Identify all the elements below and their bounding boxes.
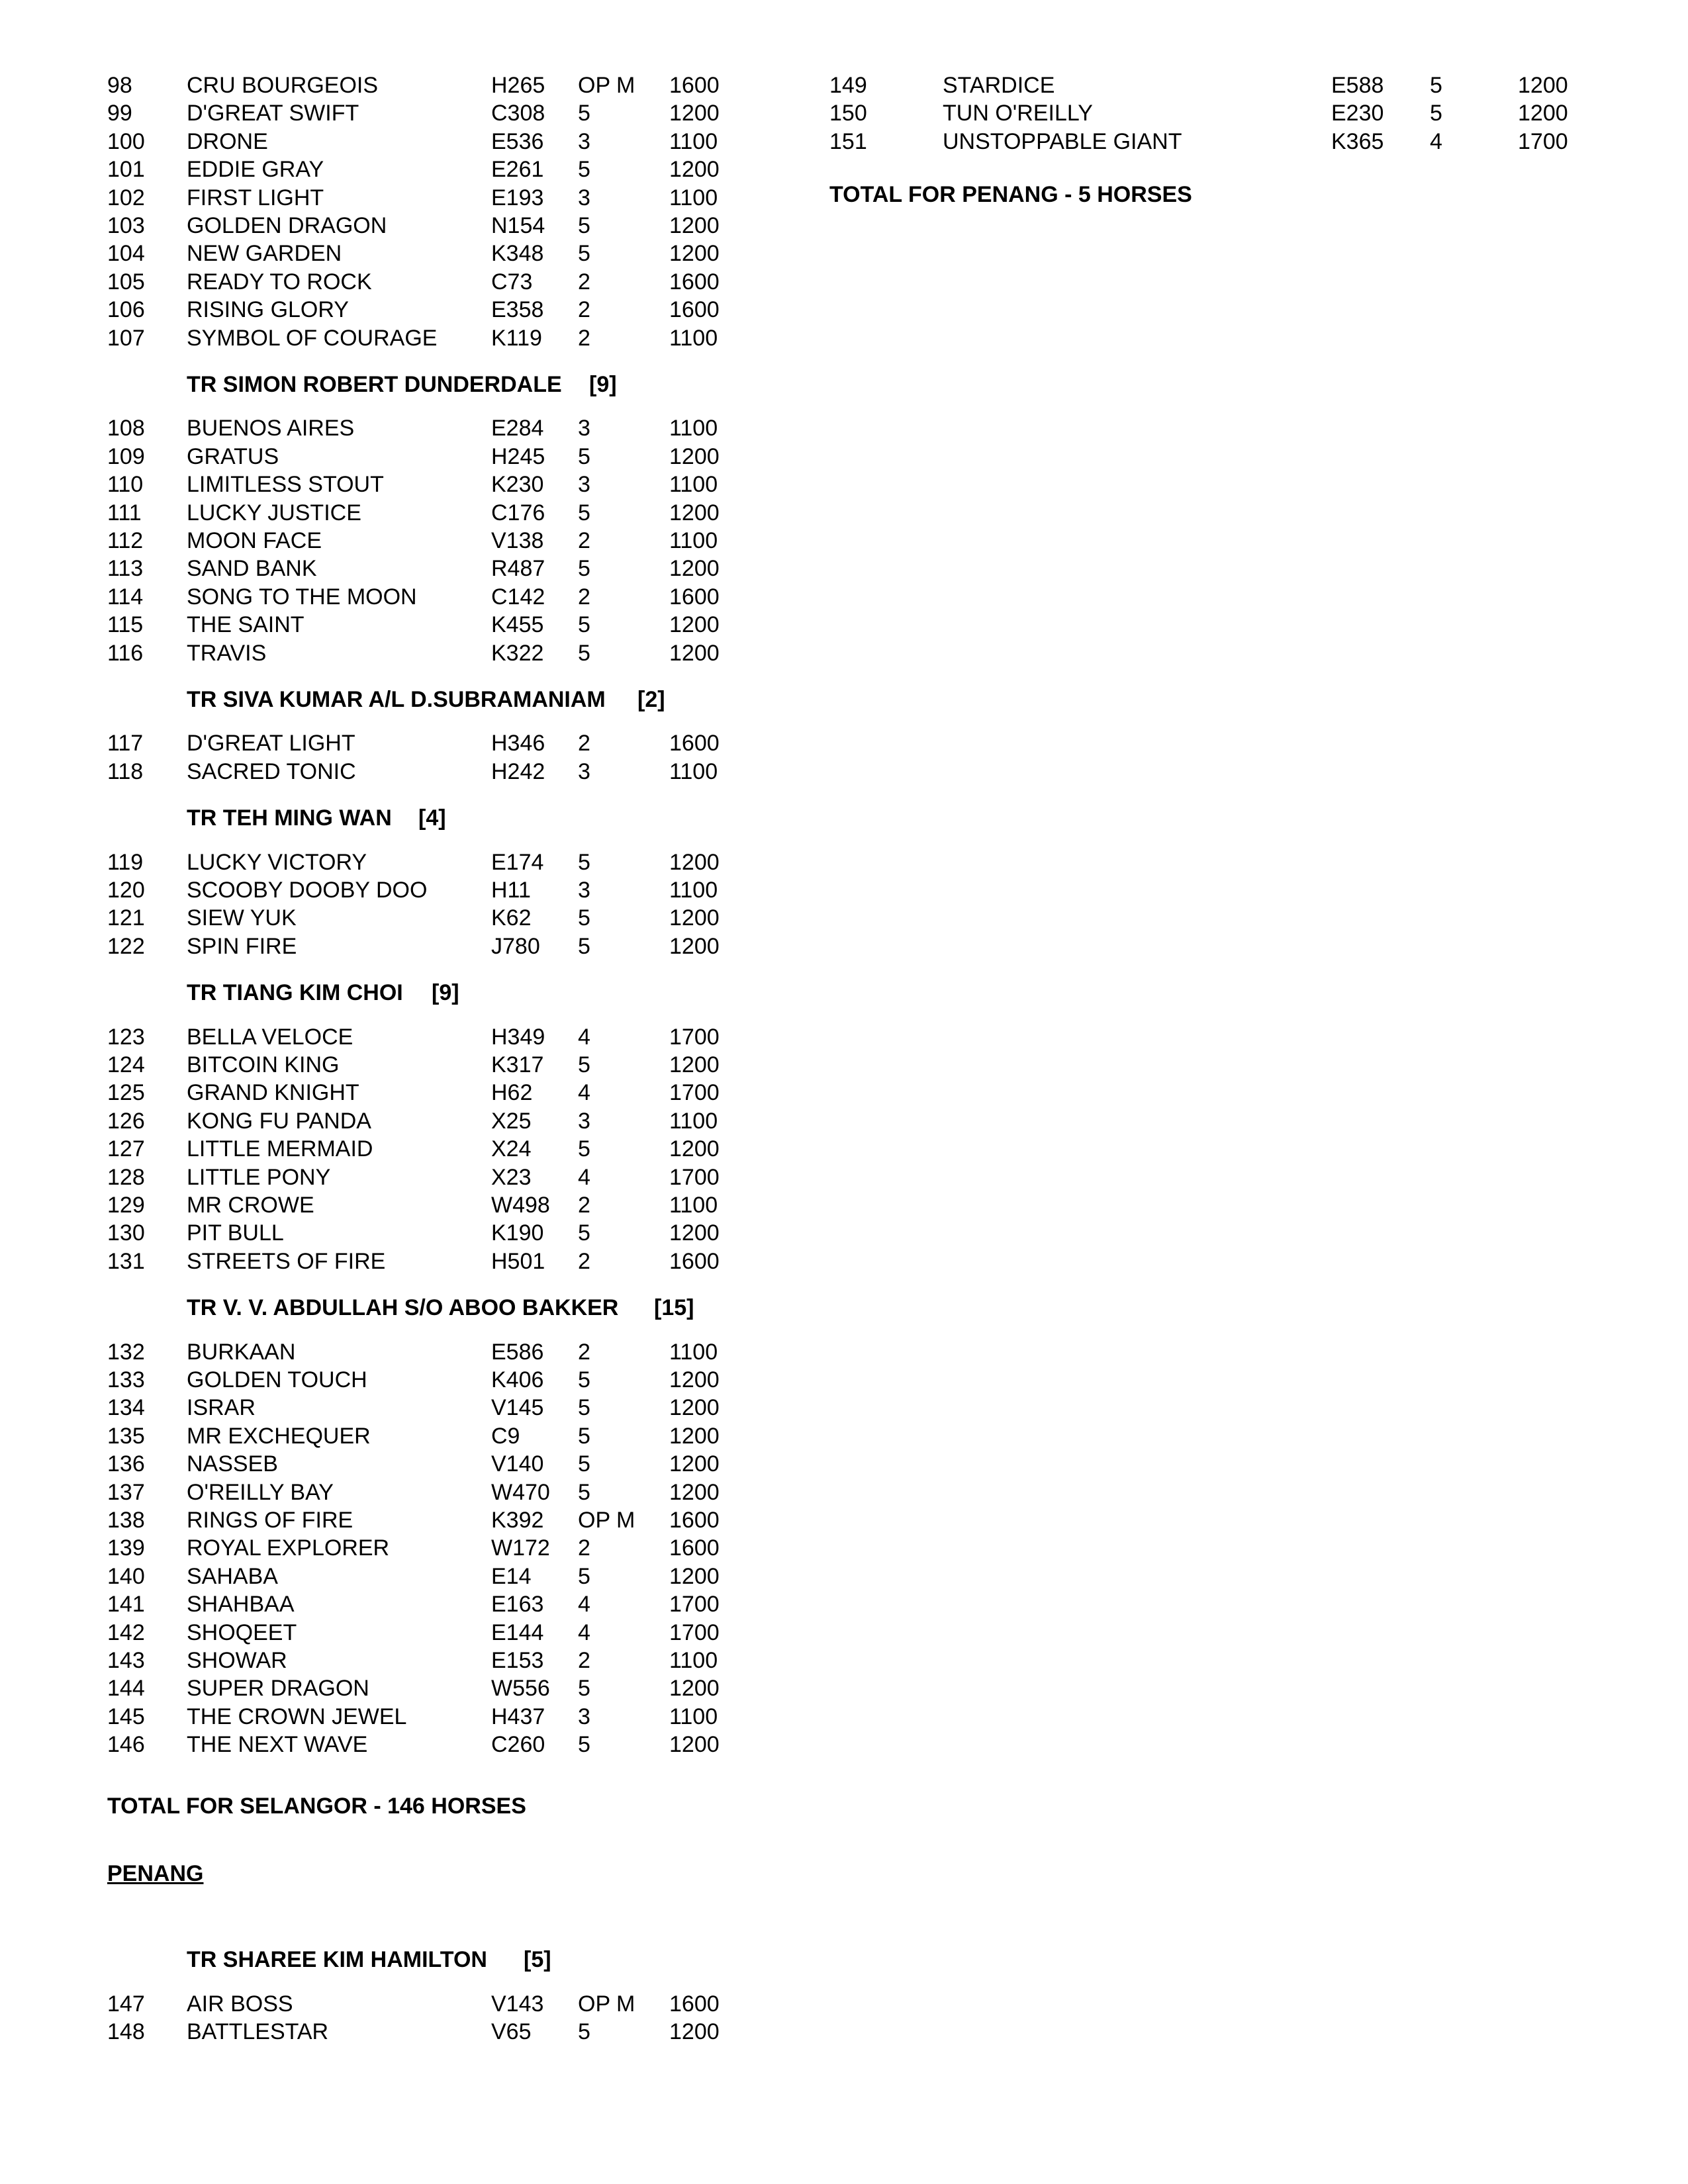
horse-name: STREETS OF FIRE — [187, 1248, 386, 1274]
race-distance: 1200 — [669, 1563, 720, 1589]
horse-name: ISRAR — [187, 1395, 256, 1421]
horse-code: H346 — [491, 731, 545, 756]
horse-name: THE CROWN JEWEL — [187, 1704, 407, 1729]
horse-rating: 3 — [578, 416, 590, 441]
race-distance: 1600 — [669, 73, 720, 98]
entry-number: 104 — [107, 241, 145, 267]
horse-code: J780 — [491, 933, 540, 959]
horse-rating: 5 — [578, 1423, 590, 1449]
entry-number: 146 — [107, 1732, 145, 1758]
horse-code: V138 — [491, 528, 544, 553]
race-distance: 1700 — [669, 1619, 720, 1645]
race-distance: 1200 — [669, 1479, 720, 1505]
horse-name: D'GREAT LIGHT — [187, 731, 355, 756]
race-distance: 1200 — [669, 241, 720, 267]
horse-rating: 5 — [578, 500, 590, 525]
entry-number: 109 — [107, 443, 145, 469]
entry-number: 100 — [107, 128, 145, 154]
horse-code: E536 — [491, 128, 544, 154]
horse-rating: 4 — [578, 1592, 590, 1617]
race-distance: 1200 — [669, 1367, 720, 1392]
horse-rating: 2 — [578, 1248, 590, 1274]
horse-rating: 5 — [578, 1220, 590, 1246]
race-distance: 1600 — [669, 1535, 720, 1561]
race-distance: 1600 — [669, 731, 720, 756]
horse-code: W556 — [491, 1676, 550, 1702]
horse-code: C260 — [491, 1732, 545, 1758]
horse-code: H501 — [491, 1248, 545, 1274]
horse-rating: 5 — [578, 241, 590, 267]
horse-code: X23 — [491, 1164, 532, 1190]
horse-rating: 2 — [578, 1193, 590, 1218]
entry-number: 116 — [107, 640, 144, 666]
horse-name: ROYAL EXPLORER — [187, 1535, 390, 1561]
horse-name: NASSEB — [187, 1451, 278, 1477]
entry-number: 140 — [107, 1563, 145, 1589]
horse-name: SUPER DRAGON — [187, 1676, 369, 1702]
entry-number: 147 — [107, 1991, 145, 2017]
horse-name: AIR BOSS — [187, 1991, 293, 2017]
horse-name: THE NEXT WAVE — [187, 1732, 368, 1758]
horse-rating: 5 — [578, 157, 590, 183]
horse-name: LITTLE MERMAID — [187, 1136, 373, 1162]
entry-number: 150 — [829, 101, 867, 126]
horse-rating: OP M — [578, 1508, 635, 1533]
horse-code: H349 — [491, 1024, 545, 1050]
entry-number: 118 — [107, 758, 144, 784]
horse-rating: 5 — [578, 213, 590, 238]
entry-number: 127 — [107, 1136, 145, 1162]
race-distance: 1200 — [669, 1676, 720, 1702]
race-distance: 1100 — [669, 185, 718, 210]
horse-code: C308 — [491, 101, 545, 126]
race-distance: 1600 — [669, 297, 720, 323]
race-distance: 1600 — [669, 1991, 720, 2017]
horse-name: LITTLE PONY — [187, 1164, 331, 1190]
horse-name: SAHABA — [187, 1563, 278, 1589]
horse-name: BUENOS AIRES — [187, 416, 355, 441]
horse-name: THE SAINT — [187, 612, 305, 638]
race-distance: 1600 — [669, 269, 720, 295]
entry-number: 120 — [107, 878, 145, 903]
horse-name: GOLDEN TOUCH — [187, 1367, 367, 1392]
entry-number: 138 — [107, 1508, 145, 1533]
race-distance: 1100 — [669, 472, 718, 498]
horse-name: SYMBOL OF COURAGE — [187, 325, 438, 351]
horse-name: GRAND KNIGHT — [187, 1080, 359, 1106]
horse-rating: 5 — [578, 849, 590, 875]
trainer-name: TR V. V. ABDULLAH S/O ABOO BAKKER — [187, 1295, 619, 1321]
horse-name: SHOQEET — [187, 1619, 297, 1645]
entry-number: 137 — [107, 1479, 145, 1505]
race-distance: 1200 — [669, 556, 720, 582]
horse-name: BATTLESTAR — [187, 2019, 329, 2045]
entry-number: 144 — [107, 1676, 145, 1702]
entry-number: 115 — [107, 612, 144, 638]
horse-name: LUCKY JUSTICE — [187, 500, 361, 525]
horse-rating: 5 — [578, 443, 590, 469]
race-distance: 1200 — [669, 213, 720, 238]
race-distance: 1200 — [669, 640, 720, 666]
race-distance: 1200 — [669, 2019, 720, 2045]
horse-rating: 4 — [578, 1080, 590, 1106]
horse-code: H62 — [491, 1080, 533, 1106]
entry-number: 110 — [107, 472, 144, 498]
entry-number: 145 — [107, 1704, 145, 1729]
horse-name: BURKAAN — [187, 1339, 296, 1365]
horse-code: K119 — [491, 325, 542, 351]
race-distance: 1100 — [669, 1704, 718, 1729]
entry-number: 133 — [107, 1367, 145, 1392]
horse-name: SHOWAR — [187, 1648, 287, 1673]
race-distance: 1100 — [669, 1108, 718, 1134]
region-heading: PENANG — [107, 1861, 204, 1886]
race-distance: 1100 — [669, 416, 718, 441]
race-distance: 1700 — [669, 1592, 720, 1617]
trainer-horse-count: [9] — [589, 372, 617, 397]
horse-rating: 5 — [578, 933, 590, 959]
trainer-name: TR TIANG KIM CHOI — [187, 980, 403, 1006]
horse-code: W172 — [491, 1535, 550, 1561]
entry-number: 111 — [107, 500, 142, 525]
horse-name: LIMITLESS STOUT — [187, 472, 384, 498]
trainer-name: TR TEH MING WAN — [187, 805, 392, 831]
horse-rating: 3 — [578, 472, 590, 498]
race-distance: 1200 — [669, 612, 720, 638]
trainer-name: TR SHAREE KIM HAMILTON — [187, 1947, 487, 1973]
race-distance: 1200 — [1518, 73, 1568, 98]
horse-rating: 4 — [1430, 128, 1442, 154]
entry-number: 131 — [107, 1248, 145, 1274]
horse-code: K322 — [491, 640, 544, 666]
race-distance: 1600 — [669, 1508, 720, 1533]
trainer-horse-count: [15] — [654, 1295, 694, 1321]
horse-name: UNSTOPPABLE GIANT — [943, 128, 1182, 154]
horse-rating: 2 — [578, 1648, 590, 1673]
trainer-name: TR SIMON ROBERT DUNDERDALE — [187, 372, 562, 397]
horse-code: H242 — [491, 758, 545, 784]
horse-name: SPIN FIRE — [187, 933, 297, 959]
horse-code: V140 — [491, 1451, 544, 1477]
entry-number: 114 — [107, 584, 144, 610]
horse-code: E174 — [491, 849, 544, 875]
horse-code: E14 — [491, 1563, 532, 1589]
race-distance: 1600 — [669, 584, 720, 610]
race-distance: 1200 — [669, 1732, 720, 1758]
horse-name: LUCKY VICTORY — [187, 849, 367, 875]
entry-number: 117 — [107, 731, 144, 756]
horse-code: K392 — [491, 1508, 544, 1533]
horse-name: MR EXCHEQUER — [187, 1423, 371, 1449]
horse-code: K62 — [491, 905, 532, 931]
entry-number: 142 — [107, 1619, 145, 1645]
entry-number: 134 — [107, 1395, 145, 1421]
race-distance: 1100 — [669, 758, 718, 784]
horse-name: RISING GLORY — [187, 297, 349, 323]
entry-number: 99 — [107, 101, 132, 126]
entry-number: 139 — [107, 1535, 145, 1561]
horse-code: W498 — [491, 1193, 550, 1218]
horse-name: KONG FU PANDA — [187, 1108, 371, 1134]
horse-rating: 2 — [578, 1535, 590, 1561]
horse-rating: 3 — [578, 1704, 590, 1729]
entry-number: 112 — [107, 528, 144, 553]
horse-rating: 4 — [578, 1164, 590, 1190]
horse-code: K230 — [491, 472, 544, 498]
horse-rating: 2 — [578, 1339, 590, 1365]
horse-code: C142 — [491, 584, 545, 610]
horse-code: V65 — [491, 2019, 532, 2045]
horse-code: E261 — [491, 157, 544, 183]
entry-number: 125 — [107, 1080, 145, 1106]
horse-rating: 5 — [578, 2019, 590, 2045]
race-distance: 1100 — [669, 1648, 718, 1673]
horse-name: BELLA VELOCE — [187, 1024, 353, 1050]
horse-rating: 3 — [578, 1108, 590, 1134]
race-distance: 1200 — [669, 443, 720, 469]
horse-code: K406 — [491, 1367, 544, 1392]
entry-number: 123 — [107, 1024, 145, 1050]
race-distance: 1700 — [1518, 128, 1568, 154]
horse-code: K365 — [1331, 128, 1384, 154]
race-distance: 1700 — [669, 1024, 720, 1050]
horse-code: C73 — [491, 269, 533, 295]
entry-number: 122 — [107, 933, 145, 959]
horse-rating: 5 — [1430, 101, 1442, 126]
entry-number: 143 — [107, 1648, 145, 1673]
race-distance: 1200 — [669, 101, 720, 126]
entry-number: 113 — [107, 556, 144, 582]
horse-rating: 2 — [578, 528, 590, 553]
entry-number: 107 — [107, 325, 145, 351]
race-distance: 1200 — [669, 1451, 720, 1477]
horse-rating: 5 — [578, 1395, 590, 1421]
horse-code: E284 — [491, 416, 544, 441]
entry-number: 103 — [107, 213, 145, 238]
race-distance: 1100 — [669, 528, 718, 553]
entry-number: 148 — [107, 2019, 145, 2045]
race-distance: 1200 — [669, 849, 720, 875]
horse-rating: 5 — [578, 556, 590, 582]
horse-name: SAND BANK — [187, 556, 317, 582]
race-distance: 1200 — [1518, 101, 1568, 126]
horse-code: K348 — [491, 241, 544, 267]
race-distance: 1100 — [669, 1193, 718, 1218]
entry-number: 129 — [107, 1193, 145, 1218]
entry-number: 126 — [107, 1108, 145, 1134]
horse-code: H265 — [491, 73, 545, 98]
race-distance: 1200 — [669, 933, 720, 959]
horse-code: C9 — [491, 1423, 520, 1449]
horse-name: GRATUS — [187, 443, 279, 469]
horse-code: X24 — [491, 1136, 532, 1162]
entry-number: 98 — [107, 73, 132, 98]
race-distance: 1200 — [669, 1220, 720, 1246]
horse-rating: 5 — [578, 612, 590, 638]
horse-code: E358 — [491, 297, 544, 323]
entry-number: 106 — [107, 297, 145, 323]
entry-number: 136 — [107, 1451, 145, 1477]
horse-rating: 5 — [578, 1479, 590, 1505]
horse-name: O'REILLY BAY — [187, 1479, 334, 1505]
horse-name: TRAVIS — [187, 640, 267, 666]
race-distance: 1700 — [669, 1080, 720, 1106]
horse-code: H437 — [491, 1704, 545, 1729]
trainer-horse-count: [9] — [432, 980, 459, 1006]
entry-number: 132 — [107, 1339, 145, 1365]
race-distance: 1600 — [669, 1248, 720, 1274]
horse-name: STARDICE — [943, 73, 1055, 98]
horse-rating: 5 — [578, 1563, 590, 1589]
entry-number: 130 — [107, 1220, 145, 1246]
race-distance: 1200 — [669, 1052, 720, 1077]
horse-name: GOLDEN DRAGON — [187, 213, 387, 238]
entry-number: 151 — [829, 128, 867, 154]
horse-name: READY TO ROCK — [187, 269, 372, 295]
horse-rating: 5 — [578, 1052, 590, 1077]
horse-rating: 4 — [578, 1619, 590, 1645]
trainer-horse-count: [2] — [637, 687, 665, 712]
horse-code: E144 — [491, 1619, 544, 1645]
horse-code: K190 — [491, 1220, 544, 1246]
race-distance: 1700 — [669, 1164, 720, 1190]
entry-number: 105 — [107, 269, 145, 295]
race-distance: 1200 — [669, 157, 720, 183]
horse-code: R487 — [491, 556, 545, 582]
horse-rating: 5 — [578, 101, 590, 126]
horse-rating: 5 — [578, 1451, 590, 1477]
horse-name: PIT BULL — [187, 1220, 284, 1246]
trainer-horse-count: [5] — [524, 1947, 551, 1973]
entry-number: 128 — [107, 1164, 145, 1190]
horse-name: TUN O'REILLY — [943, 101, 1093, 126]
horse-code: W470 — [491, 1479, 550, 1505]
entry-number: 135 — [107, 1423, 145, 1449]
horse-name: FIRST LIGHT — [187, 185, 324, 210]
horse-name: SACRED TONIC — [187, 758, 356, 784]
horse-name: SONG TO THE MOON — [187, 584, 417, 610]
horse-rating: 2 — [578, 269, 590, 295]
entry-number: 119 — [107, 849, 144, 875]
trainer-horse-count: [4] — [418, 805, 446, 831]
horse-code: K455 — [491, 612, 544, 638]
horse-name: EDDIE GRAY — [187, 157, 324, 183]
horse-rating: 2 — [578, 297, 590, 323]
horse-rating: 5 — [578, 1676, 590, 1702]
race-distance: 1100 — [669, 325, 718, 351]
horse-rating: 2 — [578, 584, 590, 610]
horse-code: E586 — [491, 1339, 544, 1365]
horse-rating: 5 — [578, 1732, 590, 1758]
horse-rating: 3 — [578, 128, 590, 154]
horse-code: N154 — [491, 213, 545, 238]
horse-name: RINGS OF FIRE — [187, 1508, 353, 1533]
horse-name: SIEW YUK — [187, 905, 297, 931]
race-distance: 1100 — [669, 878, 718, 903]
horse-code: H245 — [491, 443, 545, 469]
horse-rating: 5 — [578, 640, 590, 666]
horse-name: SHAHBAA — [187, 1592, 295, 1617]
horse-rating: 4 — [578, 1024, 590, 1050]
section-total: TOTAL FOR PENANG - 5 HORSES — [829, 182, 1192, 208]
horse-rating: 5 — [578, 905, 590, 931]
horse-rating: 2 — [578, 325, 590, 351]
horse-name: D'GREAT SWIFT — [187, 101, 359, 126]
horse-rating: 3 — [578, 185, 590, 210]
entry-number: 101 — [107, 157, 145, 183]
race-distance: 1200 — [669, 500, 720, 525]
horse-code: H11 — [491, 878, 531, 903]
horse-code: E193 — [491, 185, 544, 210]
horse-code: V143 — [491, 1991, 544, 2017]
horse-code: E230 — [1331, 101, 1384, 126]
horse-code: C176 — [491, 500, 545, 525]
entry-number: 108 — [107, 416, 145, 441]
horse-name: BITCOIN KING — [187, 1052, 340, 1077]
horse-rating: OP M — [578, 73, 635, 98]
horse-rating: 2 — [578, 731, 590, 756]
entry-number: 121 — [107, 905, 145, 931]
race-distance: 1200 — [669, 1423, 720, 1449]
horse-rating: 5 — [1430, 73, 1442, 98]
horse-rating: 3 — [578, 878, 590, 903]
entry-number: 141 — [107, 1592, 145, 1617]
horse-name: DRONE — [187, 128, 268, 154]
horse-code: X25 — [491, 1108, 532, 1134]
horse-code: E163 — [491, 1592, 544, 1617]
horse-rating: OP M — [578, 1991, 635, 2017]
section-total: TOTAL FOR SELANGOR - 146 HORSES — [107, 1793, 526, 1819]
horse-code: E588 — [1331, 73, 1384, 98]
horse-name: MOON FACE — [187, 528, 322, 553]
entry-number: 102 — [107, 185, 145, 210]
race-distance: 1200 — [669, 1395, 720, 1421]
horse-name: NEW GARDEN — [187, 241, 342, 267]
horse-rating: 3 — [578, 758, 590, 784]
race-distance: 1100 — [669, 128, 718, 154]
horse-name: MR CROWE — [187, 1193, 314, 1218]
race-distance: 1200 — [669, 905, 720, 931]
entry-number: 149 — [829, 73, 867, 98]
race-distance: 1200 — [669, 1136, 720, 1162]
horse-code: E153 — [491, 1648, 544, 1673]
race-distance: 1100 — [669, 1339, 718, 1365]
horse-code: K317 — [491, 1052, 544, 1077]
horse-name: SCOOBY DOOBY DOO — [187, 878, 428, 903]
horse-rating: 5 — [578, 1367, 590, 1392]
entry-number: 124 — [107, 1052, 145, 1077]
horse-name: CRU BOURGEOIS — [187, 73, 379, 98]
trainer-name: TR SIVA KUMAR A/L D.SUBRAMANIAM — [187, 687, 606, 712]
horse-code: V145 — [491, 1395, 544, 1421]
horse-rating: 5 — [578, 1136, 590, 1162]
